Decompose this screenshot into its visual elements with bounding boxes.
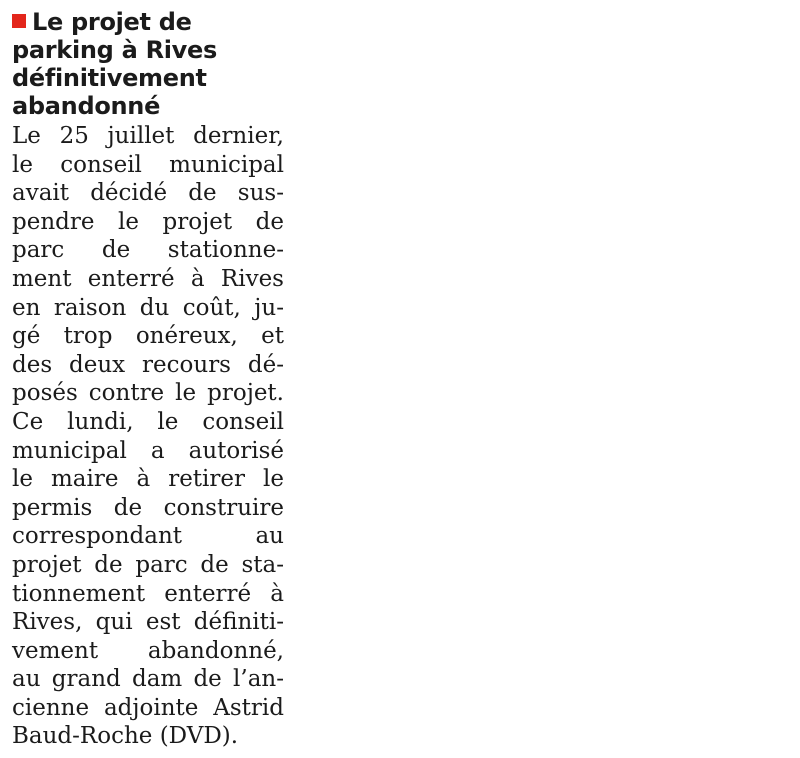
body-line: Ce lundi, le conseil — [12, 408, 284, 435]
body-line: posés contre le projet. — [12, 380, 284, 407]
body-line: pendre le projet de — [12, 208, 284, 235]
body-line: Rives, qui est définiti- — [12, 609, 284, 636]
body-line: le maire à retirer le — [12, 466, 284, 493]
body-line: ment enterré à Rives — [12, 265, 284, 292]
red-square-bullet-icon — [12, 14, 26, 28]
body-line: gé trop onéreux, et — [12, 323, 284, 350]
body-line: permis de construire — [12, 494, 284, 521]
body-line: parc de stationne- — [12, 237, 284, 264]
body-line: tionnement enterré à — [12, 580, 284, 607]
body-line: en raison du coût, ju- — [12, 294, 284, 321]
body-line: correspondant au — [12, 523, 284, 550]
body-line: municipal a autorisé — [12, 437, 284, 464]
article — [12, 8, 284, 751]
body-line: au grand dam de l’an- — [12, 666, 284, 693]
body-line: Le 25 juillet dernier, — [12, 123, 284, 149]
body-line: vement abandonné, — [12, 637, 284, 664]
article-headline — [12, 8, 284, 120]
body-line: cienne adjointe Astrid — [12, 694, 284, 721]
article-body — [12, 122, 284, 751]
body-line: le conseil municipal — [12, 151, 284, 178]
body-line: projet de parc de sta- — [12, 551, 284, 578]
headline-text: Le projet de parking à Rives définitivement abandonné — [12, 8, 217, 120]
body-line: des deux recours dé- — [12, 351, 284, 378]
body-line: avait décidé de sus- — [12, 180, 284, 207]
body-line: Baud-Roche (DVD). — [12, 723, 239, 750]
